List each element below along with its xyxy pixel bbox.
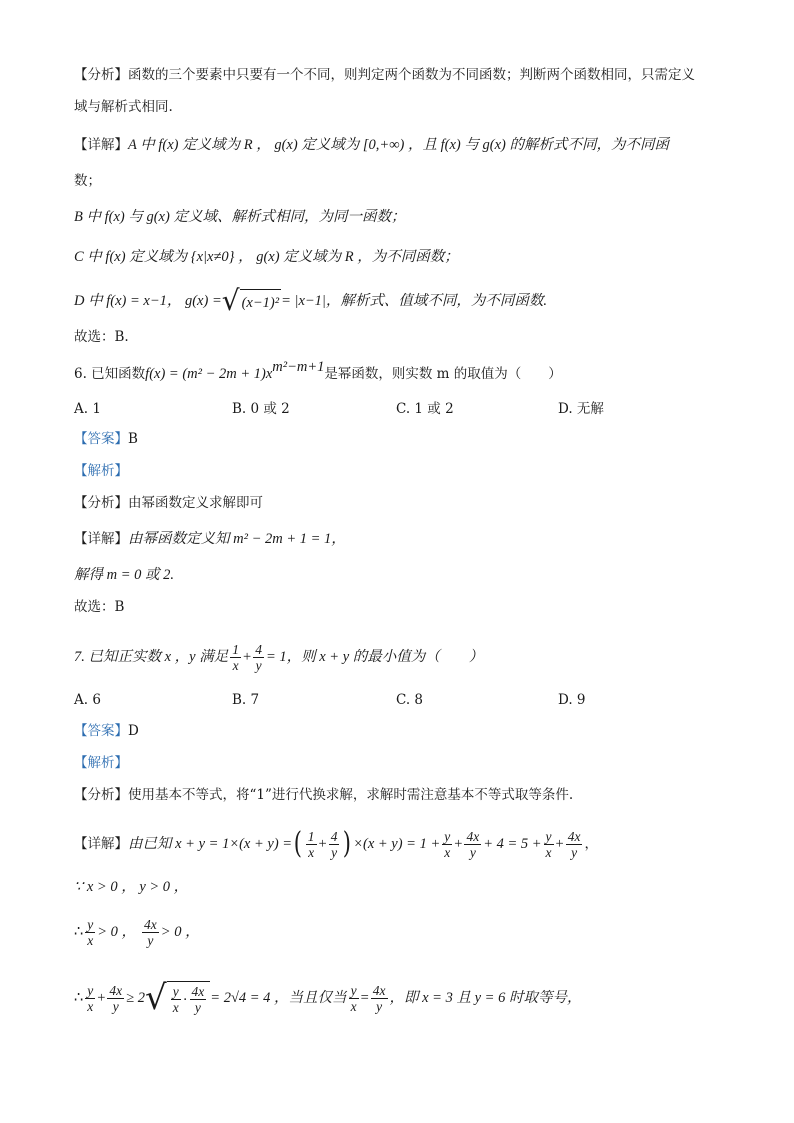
fenxi-text: 由幂函数定义求解即可 [128, 495, 263, 511]
because-text: ∵ x > 0 ， y > 0 ， [74, 879, 189, 895]
q7-option-b: B. 7 [232, 692, 260, 708]
q7-therefore-2: ∴ $\frac{y}{x}$ + $\frac{4x}{y}$ ≥ 2 √ $\frac{y}{x}$ · $\frac{4x}{y}$ = 2√4 = 4 ，当且仅当 $\frac{y}{x}$ = $\frac{4x}{y}$ ，即 x = 3 且 y = 6 时取等号， [74, 978, 582, 1018]
xiangjie-tag: 【详解】 [74, 531, 128, 547]
q5-detail-a-line-1 [74, 134, 734, 156]
fenxi-text: 使用基本不等式，将“1”进行代换求解，求解时需注意基本不等式取等条件. [128, 787, 574, 803]
q5-detail-a-line-2 [74, 170, 734, 192]
fenxi-text: 函数的三个要素中只要有一个不同，则判定两个函数为不同函数；判断两个函数相同，只需定义 [128, 67, 695, 83]
sqrt-expression: √ (x−1)² [221, 284, 280, 317]
q7-option-c: C. 8 [396, 692, 424, 708]
answer-tag: 【答案】 [74, 431, 128, 447]
xiangjie-tag: 【详解】 [74, 836, 128, 852]
answer-value: D [128, 723, 139, 739]
q7-therefore-1 [74, 914, 734, 950]
frac-4x-over-y-2: $\frac{4x}{y}$ [567, 828, 581, 860]
sqrt-body: (x−1)² [240, 289, 281, 314]
therefore-symbol: ∴ [74, 990, 84, 1006]
choice-text: 故选：B. [74, 329, 129, 345]
q6-option-b: B. 0 或 2 [232, 401, 290, 417]
q5-fenxi-line-2 [74, 96, 734, 118]
detail-c-text: C 中 f(x) 定义域为 {x|x≠0} ， g(x) 定义域为 R ，为不同函数； [74, 249, 459, 265]
q6-option-a: A. 1 [74, 401, 101, 417]
q6-stem-suffix: 是幂函数，则实数 m 的取值为（ ） [324, 366, 562, 382]
q7-stem-prefix: 7. 已知正实数 x ，y 满足 [74, 649, 229, 665]
q6-stem-prefix: 6. 已知函数 [74, 366, 146, 382]
q6-solve [74, 564, 734, 586]
frac-y-over-x-cond: $\frac{y}{x}$ [350, 982, 357, 1014]
solve-text: 解得 m = 0 或 2. [74, 567, 175, 583]
frac-4x-over-y: $\frac{4x}{y}$ [109, 982, 123, 1014]
frac-y-over-x: $\frac{y}{x}$ [87, 982, 94, 1014]
q7-answer [74, 720, 734, 742]
q5-answer-choice [74, 326, 734, 348]
choice-text: 故选：B [74, 599, 125, 615]
frac-4x-over-y-cond: $\frac{4x}{y}$ [372, 982, 386, 1014]
fenxi-tag: 【分析】 [74, 787, 128, 803]
ineq-1: > 0 ， [97, 924, 137, 940]
detail-d-suffix: = |x−1|，解析式、值域不同，为不同函数. [281, 293, 548, 309]
detail-d-prefix: D 中 f(x) = x−1， g(x) = [74, 293, 222, 309]
q6-answer [74, 428, 734, 450]
frac-denominator: x [232, 657, 239, 673]
detail-a-text: A 中 f(x) 定义域为 R ， g(x) 定义域为 [0,+∞) ，且 f(x) 与 g(x) 的解析式不同，为不同函 [128, 137, 669, 153]
frac-1-over-x: $\frac{1}{x}$ [307, 828, 315, 860]
detail-b-text: B 中 f(x) 与 g(x) 定义域、解析式相同，为同一函数； [74, 209, 406, 225]
fenxi-tag: 【分析】 [74, 67, 128, 83]
frac-denominator: y [255, 657, 262, 673]
jiexi-tag: 【解析】 [74, 463, 128, 479]
equality-condition: ，即 x = 3 且 y = 6 时取等号， [389, 990, 582, 1006]
fenxi-text-cont: 域与解析式相同. [74, 99, 173, 115]
q6-fenxi [74, 492, 734, 514]
xiangjie-lead: 由已知 x + y = 1×(x + y) = [128, 836, 293, 852]
answer-tag: 【答案】 [74, 723, 128, 739]
answer-value: B [128, 431, 138, 447]
frac-y-over-x: $\frac{y}{x}$ [87, 916, 94, 948]
q6-choice [74, 596, 734, 618]
q6-xiangjie [74, 528, 734, 550]
frac-numerator: 4 [255, 641, 262, 657]
q5-detail-d [74, 286, 734, 316]
q7-stem: 7. 已知正实数 x ，y 满足 $\frac{1}{x}$ + $\frac{4}{y}$ = 1，则 x + y 的最小值为（ ） [74, 641, 484, 673]
q5-detail-b [74, 206, 734, 228]
frac-4x-over-y: $\frac{4x}{y}$ [466, 828, 480, 860]
frac-y-over-x: $\frac{y}{x}$ [444, 828, 451, 860]
q6-option-d: D. 无解 [558, 401, 604, 417]
fraction-4-over-y [253, 642, 264, 673]
xiangjie-end: ， [584, 836, 598, 852]
q5-detail-c [74, 246, 734, 268]
ineq-2: > 0 ， [160, 924, 200, 940]
q7-xiangjie: 【详解】 由已知 x + y = 1×(x + y) = ( $\frac{1}{x}$ + $\frac{4}{y}$ ) ×(x + y) = 1 + $\frac{y}{x}$ + $\frac{4x}{y}$ + 4 = 5 + $\frac{y}{x}$ + $\frac{4x}{y}$ ， [74, 826, 598, 861]
q5-fenxi-line-1 [74, 64, 734, 86]
q6-option-c: C. 1 或 2 [396, 401, 454, 417]
fenxi-tag: 【分析】 [74, 495, 128, 511]
frac-numerator: 1 [232, 641, 239, 657]
detail-a-text-cont: 数； [74, 173, 101, 189]
q7-option-a: A. 6 [74, 692, 101, 708]
fraction-1-over-x [230, 642, 241, 673]
therefore-symbol: ∴ [74, 924, 84, 940]
xiangjie-text: 由幂函数定义知 m² − 2m + 1 = 1， [128, 531, 346, 547]
q7-because [74, 876, 734, 898]
frac-4x-over-y: $\frac{4x}{y}$ [144, 916, 157, 948]
jiexi-tag: 【解析】 [74, 755, 128, 771]
xiangjie-mid1: ×(x + y) = 1 + [353, 836, 441, 852]
q6-stem [74, 359, 734, 385]
q7-stem-suffix: = 1，则 x + y 的最小值为（ ） [265, 649, 484, 665]
eq-four: = 2√4 = 4 ，当且仅当 [210, 990, 347, 1006]
q6-stem-math: f(x) = (m² − 2m + 1)x [145, 366, 273, 382]
q6-jiexi [74, 460, 734, 482]
xiangjie-tag: 【详解】 [74, 137, 128, 153]
xiangjie-mid2: + 4 = 5 + [483, 836, 542, 852]
q7-fenxi [74, 784, 734, 806]
q6-stem-exponent: m²−m+1 [272, 359, 325, 375]
q7-jiexi [74, 752, 734, 774]
ge-two: ≥ 2 [126, 990, 146, 1006]
q7-option-d: D. 9 [558, 692, 586, 708]
frac-y-over-x-2: $\frac{y}{x}$ [545, 828, 552, 860]
sqrt-product: √ $\frac{y}{x}$ · $\frac{4x}{y}$ [145, 981, 210, 1015]
frac-4-over-y: $\frac{4}{y}$ [330, 828, 338, 860]
